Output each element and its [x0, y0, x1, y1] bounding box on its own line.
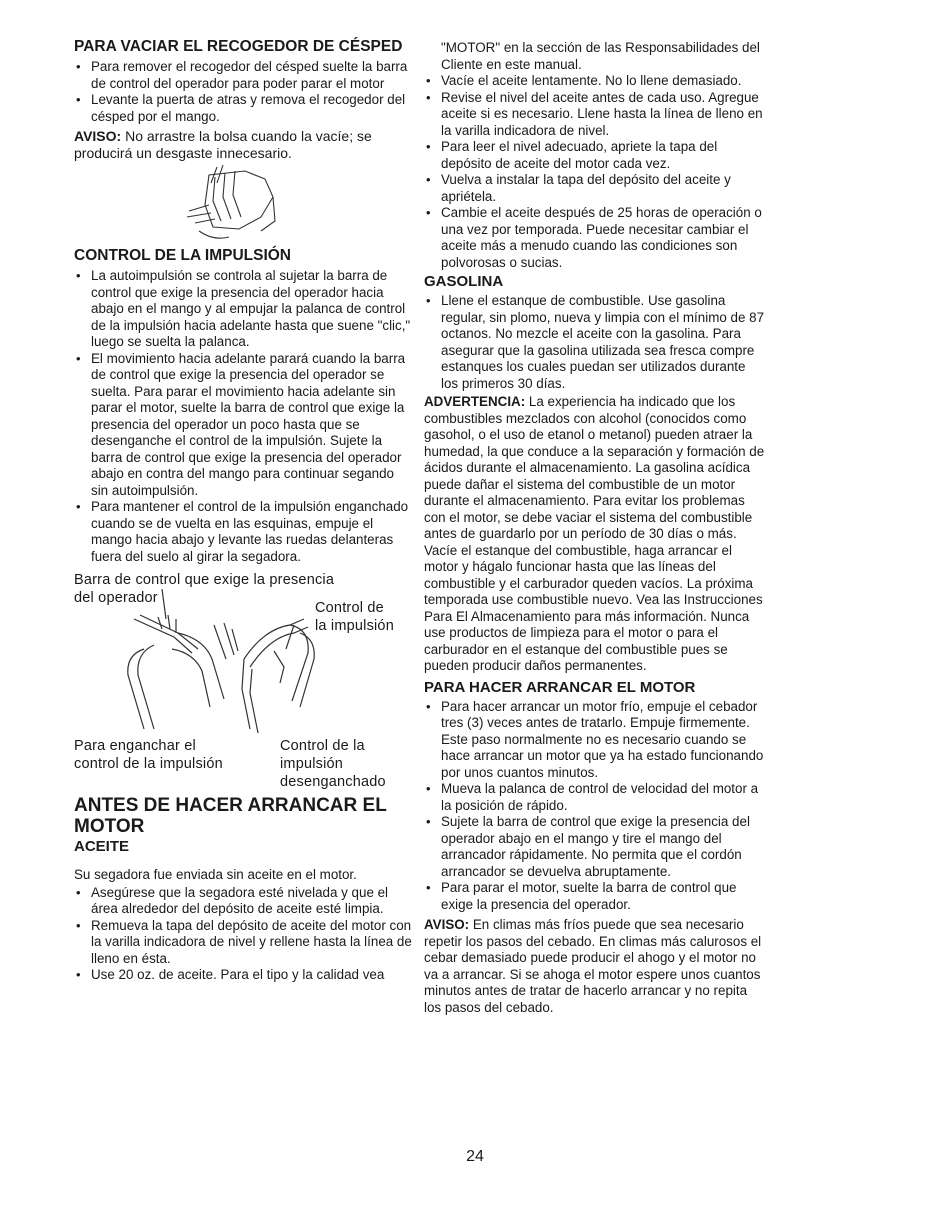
section-title-drive-control: CONTROL DE LA IMPULSIÓN: [74, 247, 291, 264]
list-item: • Cambie el aceite después de 25 horas de operación o una vez por temporada. Puede necesitar cambiar el aceite más a menudo cuando las condiciones son polvorosas o sucias.: [424, 205, 766, 271]
note-label: AVISO:: [424, 917, 470, 932]
oil-list-continued: [424, 73, 766, 271]
list-item: • Revise el nivel del aceite antes de cada uso. Agregue aceite si es necesario. Llene hasta la línea de lleno en la varilla indicadora de nivel.: [424, 90, 766, 140]
page-number: 24: [466, 1148, 484, 1165]
list-item: • Para parar el motor, suelte la barra de control que exige la presencia del operador.: [424, 880, 766, 913]
subsection-title-gasoline: GASOLINA: [424, 273, 504, 290]
list-item: • Para hacer arrancar un motor frío, empuje el cebador tres (3) veces antes de tratarlo. Empuje firmemente. Este paso normalmente no es necesario cuando se hace arrancar un motor que ya ha estado funcionando por unos cuantos minutos.: [424, 699, 766, 782]
oil-list: [74, 885, 412, 984]
list-item: • Para remover el recogedor del césped suelte la barra de control del operador para poder parar el motor: [74, 59, 412, 92]
label-operator-bar-line1: Barra de control que exige la presencia: [74, 572, 335, 588]
list-item: • Asegúrese que la segadora esté nivelada y que el área alrededor del depósito de aceite esté limpia.: [74, 885, 412, 918]
subsection-title-oil: ACEITE: [74, 838, 130, 855]
label-engage-line2: control de la impulsión: [74, 756, 223, 772]
list-item: • Llene el estanque de combustible. Use gasolina regular, sin plomo, nueva y limpia con el mínimo de 87 octanos. No mezcle el aceite con la gasolina. Para asegurar que la gasolina utilizada sea fresca compre estanques los cuales puedan ser utilizados durante los primeros 30 días.: [424, 293, 766, 392]
drive-control-figure: [74, 571, 412, 789]
grass-catcher-drawing: [169, 165, 299, 245]
list-item: • Para leer el nivel adecuado, apriete la tapa del depósito de aceite del motor cada vez.: [424, 139, 766, 172]
list-item: • Mueva la palanca de control de velocidad del motor a la posición de rápido.: [424, 781, 766, 814]
section-title-before-starting: ANTES DE HACER ARRANCAR EL MOTOR: [74, 795, 387, 837]
list-item: • Levante la puerta de atras y remova el recogedor del césped por el mango.: [74, 92, 412, 125]
label-disengaged-line3: desenganchado: [280, 774, 386, 790]
label-operator-bar-line2: del operador: [74, 590, 158, 606]
list-item: • Vacíe el aceite lentamente. No lo llene demasiado.: [424, 73, 766, 90]
warning-label: ADVERTENCIA:: [424, 394, 526, 409]
grass-catcher-illustration: [169, 165, 412, 245]
drive-control-list: [74, 268, 412, 565]
note-text: En climas más fríos puede que sea necesario repetir los pasos del cebado. En climas más calurosos el cebar demasiado puede producir el ahogo y el motor no va a arrancar. Si se ahoga el motor espere unos cuantos minutos antes de tratar de hacerlo arrancar y no repita los pasos del cebado.: [424, 917, 762, 1015]
list-item: • El movimiento hacia adelante parará cuando la barra de control que exige la presencia del operador se suelta. Para parar el movimiento hacia adelante sin parar el motor, suelte la barra de control que exige la presencia del operador un poco hasta que se desenganche el control de la impulsión. Sujete la barra de control que exige la presencia del operador abajo en contra del mango para continuar segando sin autoimpulsión.: [74, 351, 412, 500]
label-disengaged-line1: Control de la: [280, 738, 365, 754]
warning-text: La experiencia ha indicado que los combustibles mezclados con alcohol (conocidos como gasohol, o el uso de etanol o metanol) pueden atraer la humedad, la que conduce a la separación y formación de ácidos durante el almacenamiento. La gasolina acídica puede dañar el sistema del combustible de un motor durante el almacenamiento. Para evitar los problemas con el motor, se debe vaciar el sistema del combustible antes de guardarlo por un período de 30 días o más. Vacíe el estanque del combustible, haga arrancar el motor y hágalo funcionar hasta que las líneas del combustible y el carburador queden vacíos. La próxima temporada use combustible nuevo. Vea las Instrucciones Para El Almacenamiento para más información. Nunca use productos de limpieza para el motor o para el carburador en el estanque del combustible pues se pueden producir daños permanentes.: [424, 394, 765, 673]
label-disengaged-line2: impulsión: [280, 756, 344, 772]
list-item: • La autoimpulsión se controla al sujetar la barra de control que exige la presencia del operador hacia abajo en el mango y al empujar la palanca de control de la impulsión hacia adelante hasta que suene "clic," luego se suelta la palanca.: [74, 268, 412, 351]
list-item: • Vuelva a instalar la tapa del depósito del aceite y apriétela.: [424, 172, 766, 205]
left-column: [74, 38, 412, 984]
list-item: • Use 20 oz. de aceite. Para el tipo y la calidad vea: [74, 967, 412, 984]
oil-continued-text: "MOTOR" en la sección de las Responsabilidades del Cliente en este manual.: [441, 40, 760, 72]
gasoline-warning: [424, 394, 766, 675]
empty-bag-note: [74, 128, 412, 161]
right-column: [424, 40, 766, 1016]
mower-handle-drawing: [114, 589, 354, 739]
label-engage-line1: Para enganchar el: [74, 738, 196, 754]
start-engine-list: [424, 699, 766, 914]
oil-intro: Su segadora fue enviada sin aceite en el motor.: [74, 867, 357, 882]
gasoline-list: [424, 293, 766, 392]
note-label: AVISO:: [74, 128, 122, 144]
section-title-empty-bag: PARA VACIAR EL RECOGEDOR DE CÉSPED: [74, 38, 403, 55]
start-engine-note: [424, 917, 766, 1016]
note-text: No arrastre la bolsa cuando la vacíe; se producirá un desgaste innecesario.: [74, 128, 372, 161]
list-item: • Sujete la barra de control que exige la presencia del operador abajo en el mango y tire el mango del arrancador rápidamente. No permita que el cordón arrancador se devuelva abruptamente.: [424, 814, 766, 880]
label-drive-control-line1: Control de: [315, 600, 384, 616]
section-title-start-engine: PARA HACER ARRANCAR EL MOTOR: [424, 678, 696, 696]
label-drive-control-line2: la impulsión: [315, 618, 394, 634]
list-item: • Remueva la tapa del depósito de aceite del motor con la varilla indicadora de nivel y rellene hasta la línea de lleno en ésta.: [74, 918, 412, 968]
empty-bag-list: [74, 59, 412, 125]
list-item: • Para mantener el control de la impulsión enganchado cuando se de vuelta en las esquinas, empuje el mango hacia abajo y levante las ruedas delanteras fuera del suelo al girar la segadora.: [74, 499, 412, 565]
